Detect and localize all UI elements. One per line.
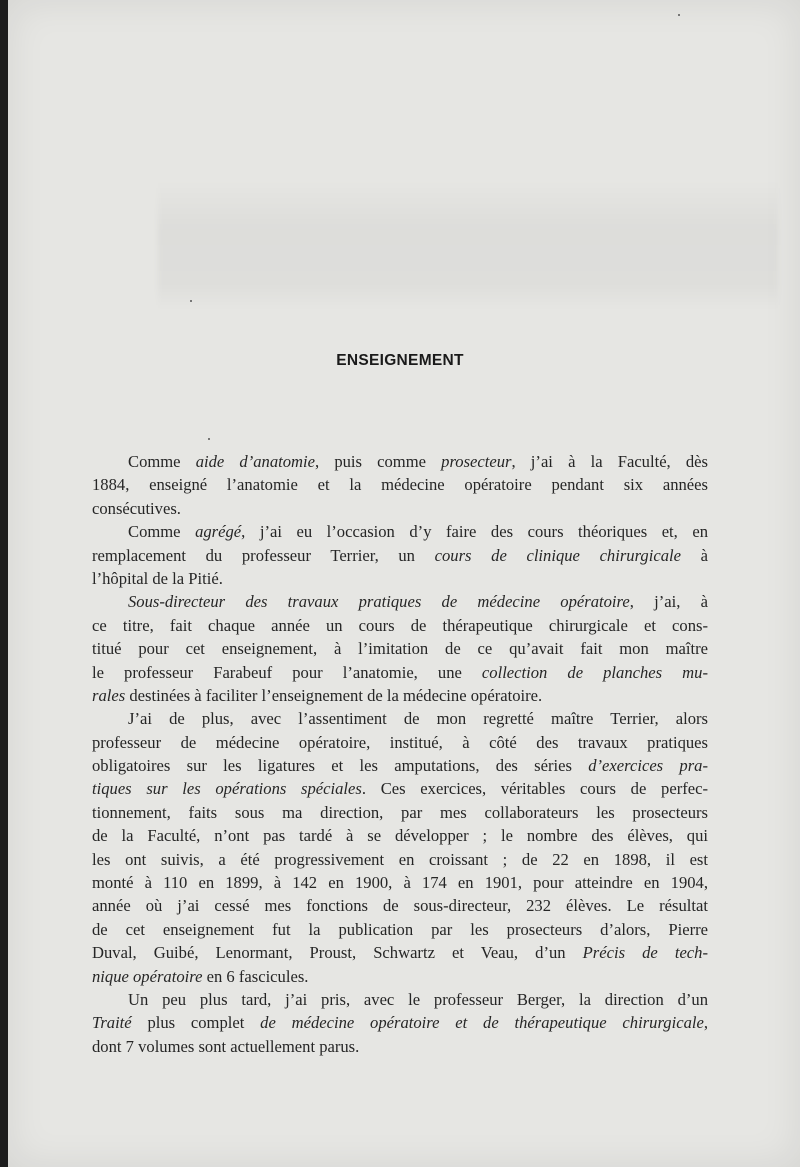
text-run: Comme	[128, 522, 196, 542]
italic-text: prosecteur	[441, 452, 512, 471]
text-line	[92, 544, 708, 567]
text-run: Duval, Guibé, Lenormant, Proust, Schwartz et Veau, d’un	[92, 943, 583, 963]
text-line	[92, 684, 708, 707]
italic-text: Sous-directeur des travaux pratiques de médecine opératoire	[128, 592, 630, 612]
text-run: Comme	[128, 452, 196, 471]
text-line	[92, 661, 708, 684]
text-line	[92, 520, 708, 543]
text-line	[92, 871, 708, 894]
text-run: de la Faculté, n’ont pas tardé à se développer ; le nombre des élèves, qui	[92, 826, 708, 846]
text-run: . Ces exercices, véritables cours de perfec-	[361, 779, 709, 799]
text-run: dont 7 volumes sont actuellement parus.	[92, 1036, 360, 1056]
text-run: , puis comme	[315, 452, 442, 471]
text-run: professeur de médecine opératoire, institué, à côté des travaux pratiques	[92, 732, 708, 752]
text-run: à	[680, 545, 708, 565]
text-run: en 6 fascicules.	[202, 966, 309, 986]
show-through-text	[158, 180, 778, 310]
text-line	[92, 848, 708, 871]
text-line	[92, 824, 708, 847]
text-line	[92, 965, 708, 988]
text-run: , j’ai à la Faculté, dès	[511, 452, 708, 471]
text-line	[92, 988, 708, 1011]
text-run: ce titre, fait chaque année un cours de thérapeutique chirurgicale et cons-	[92, 615, 708, 635]
text-run: l’hôpital de la Pitié.	[92, 568, 223, 588]
text-line	[92, 1035, 708, 1058]
italic-text: agrégé	[195, 522, 242, 542]
text-line	[92, 731, 708, 754]
text-line	[92, 567, 708, 590]
italic-text: cours de clinique chirurgicale	[434, 545, 681, 565]
page-title: ENSEIGNEMENT	[336, 352, 464, 369]
body-text	[92, 450, 708, 1058]
text-run: J’ai de plus, avec l’assentiment de mon regretté maître Terrier, alors	[128, 709, 708, 729]
paper-speck	[190, 300, 192, 302]
text-run: plus complet	[131, 1013, 261, 1033]
text-run: les ont suivis, a été progressivement en croissant ; de 22 en 1898, il est	[92, 849, 708, 869]
text-line	[92, 801, 708, 824]
text-line	[92, 614, 708, 637]
text-run: , j’ai eu l’occasion d’y faire des cours théoriques et, en	[241, 522, 708, 542]
text-line	[92, 894, 708, 917]
text-line	[92, 1011, 708, 1034]
italic-text: d’exercices pra-	[588, 756, 708, 776]
text-run: consécutives.	[92, 498, 181, 518]
text-run: monté à 110 en 1899, à 142 en 1900, à 174 en 1901, pour atteindre en 1904,	[92, 873, 708, 893]
text-line	[92, 497, 708, 520]
text-line	[92, 707, 708, 730]
text-run: de cet enseignement fut la publication par les prosecteurs d’alors, Pierre	[92, 919, 708, 939]
italic-text: nique opératoire	[92, 966, 203, 986]
text-run: obligatoires sur les ligatures et les amputations, des séries	[92, 756, 589, 776]
text-run: 1884, enseigné l’anatomie et la médecine opératoire pendant six années	[92, 475, 708, 495]
text-run: année où j’ai cessé mes fonctions de sous-directeur, 232 élèves. Le résultat	[92, 896, 708, 916]
text-run: le professeur Farabeuf pour l’anatomie, une	[92, 662, 482, 682]
text-line	[92, 590, 708, 613]
text-run: destinées à faciliter l’enseignement de la médecine opératoire.	[125, 685, 543, 705]
text-run: remplacement du professeur Terrier, un	[92, 545, 435, 565]
text-run: ,	[703, 1013, 708, 1033]
italic-text: rales	[92, 685, 126, 705]
italic-text: Traité	[92, 1013, 132, 1033]
italic-text: de médecine opératoire et de thérapeutique chirurgicale	[260, 1013, 704, 1033]
italic-text: aide d’anatomie	[195, 452, 316, 471]
paper-speck	[208, 438, 210, 440]
text-run: Un peu plus tard, j’ai pris, avec le professeur Berger, la direction d’un	[128, 989, 708, 1009]
text-line	[92, 637, 708, 660]
text-line	[92, 450, 708, 473]
text-line	[92, 941, 708, 964]
text-run: titué pour cet enseignement, à l’imitation de ce qu’avait fait mon maître	[92, 639, 708, 659]
text-run: , j’ai, à	[629, 592, 708, 612]
text-run: tionnement, faits sous ma direction, par mes collaborateurs les prosecteurs	[92, 802, 708, 822]
text-line	[92, 777, 708, 800]
text-line	[92, 918, 708, 941]
italic-text: Précis de tech-	[582, 943, 708, 963]
italic-text: tiques sur les opérations spéciales	[92, 779, 362, 799]
paper-speck	[678, 14, 680, 16]
italic-text: collection de planches mu-	[481, 662, 708, 682]
text-line	[92, 473, 708, 496]
text-line	[92, 754, 708, 777]
scan-edge	[0, 0, 8, 1167]
